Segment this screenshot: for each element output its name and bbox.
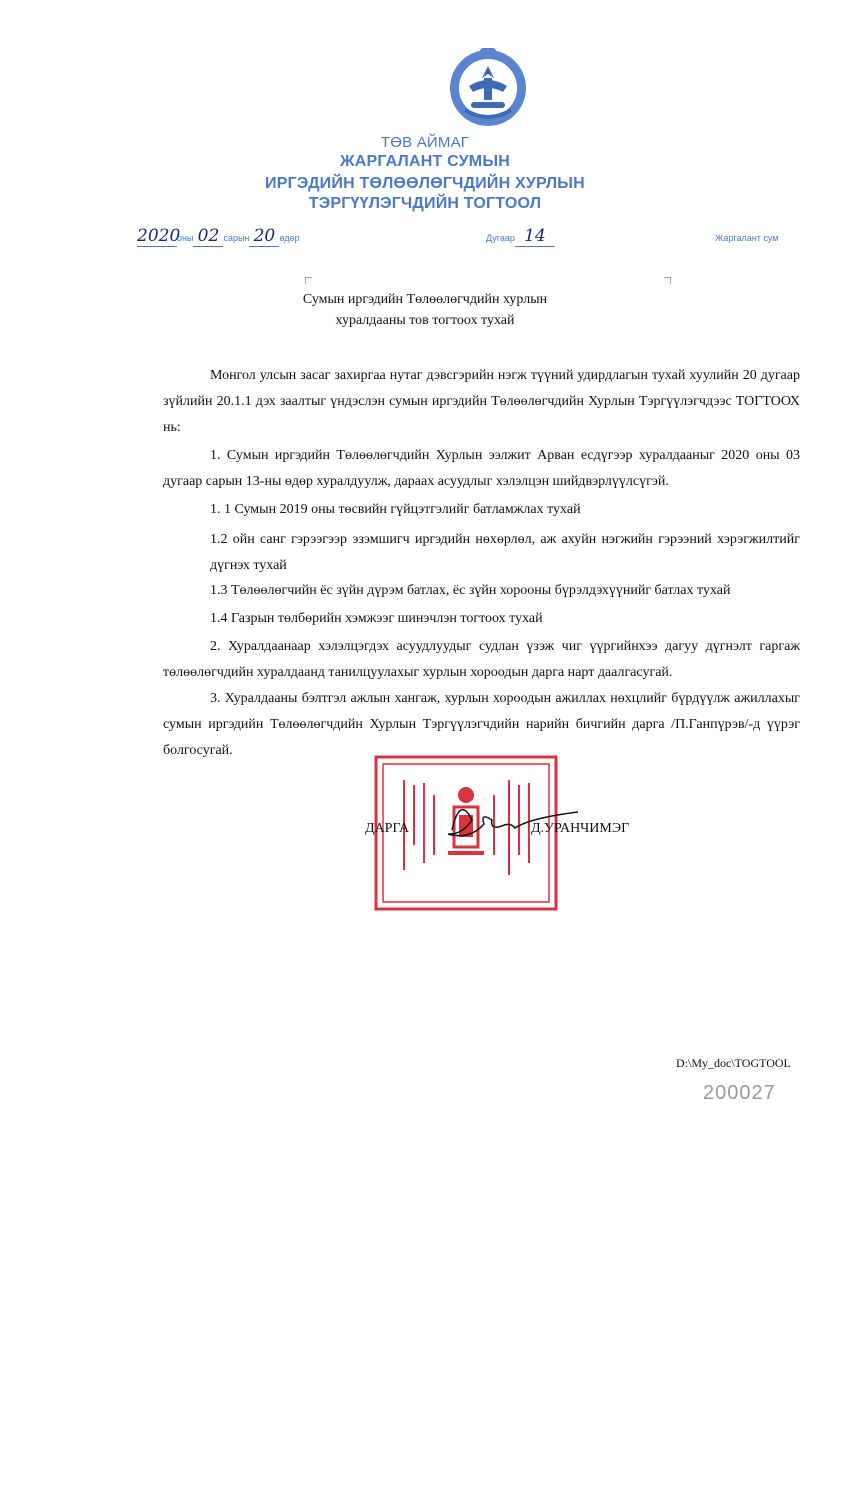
date-day-suffix: өдөр bbox=[279, 233, 300, 243]
document-place: Жаргалант сум bbox=[715, 233, 779, 243]
date-day: 20 bbox=[253, 226, 276, 246]
resolution-title-line2: хуралдааны тов тогтоох тухай bbox=[335, 313, 515, 328]
signatory-position: ДАРГА bbox=[365, 821, 410, 836]
title-bracket-right bbox=[664, 277, 671, 284]
letterhead-resolution: ТЭРГҮҮЛЭГЧДИЙН ТОГТООЛ bbox=[308, 195, 542, 212]
title-bracket-left bbox=[305, 277, 312, 284]
body-intro: Монгол улсын засаг захиргаа нутаг дэвсгэрийн нэгж түүний удирдлагын тухай хуулийн 20 дугаар зүйлийн 20.1.1 дэх заалтыг үндэслэн сумын иргэдийн Төлөөлөгчдийн Хурлын Тэргүүлэгчдээс ТОГТООХ нь: bbox=[163, 368, 800, 435]
number-value: 14 bbox=[524, 226, 546, 246]
date-year-suffix: оны bbox=[177, 233, 194, 243]
body-item-1-2: 1.2 ойн санг гэрээгээр эзэмшигч иргэдийн нөхөрлөл, аж ахуйн нэгжийн гэрээний хэрэгжилтийг дүгнэх тухай bbox=[210, 532, 800, 573]
document-date bbox=[137, 226, 300, 247]
handwritten-signature bbox=[440, 790, 580, 850]
body-item-1-4: 1.4 Газрын төлбөрийн хэмжээг шинэчлэн тогтоох тухай bbox=[210, 611, 543, 626]
body-item-1: 1. Сумын иргэдийн Төлөөлөгчдийн Хурлын ээлжит Арван есдүгээр хуралдааныг 2020 оны 03 дугаар сарын 13-ны өдөр хуралдуулж, дараах асуудлыг хэлэлцэн шийдвэрлүүлсүгэй. bbox=[163, 448, 800, 489]
signatory-name: Д.УРАНЧИМЭГ bbox=[531, 821, 630, 836]
body-item-1-3: 1.3 Төлөөлөгчийн ёс зүйн дүрэм батлах, ёс зүйн хорооны бүрэлдэхүүнийг батлах тухай bbox=[210, 583, 731, 598]
date-year: 2020 bbox=[137, 226, 181, 246]
number-label: Дугаар bbox=[486, 233, 515, 243]
file-path: D:\My_doc\TOGTOOL bbox=[676, 1056, 791, 1070]
body-item-3: 3. Хуралдааны бэлтгэл ажлын хангаж, хурлын хороодын ажиллах нөхцлийг бүрдүүлж ажиллахыг сумын иргэдийн Төлөөлөгчдийн Хурлын Тэргүүлэгчдийн нарийн бичгийн дарга /П.Ганпүрэв/-д үүрэг болгосугай. bbox=[163, 691, 800, 758]
letterhead-sum: ЖАРГАЛАНТ СУМЫН bbox=[340, 153, 510, 170]
date-month-suffix: сарын bbox=[223, 233, 250, 243]
letterhead-council: ИРГЭДИЙН ТӨЛӨӨЛӨГЧДИЙН ХУРЛЫН bbox=[265, 175, 585, 192]
document-number bbox=[486, 226, 555, 247]
serial-number: 200027 bbox=[703, 1082, 776, 1104]
date-month: 02 bbox=[197, 226, 220, 246]
body-item-1-1: 1. 1 Сумын 2019 оны төсвийн гүйцэтгэлийг батламжлах тухай bbox=[210, 502, 581, 517]
body-item-2: 2. Хуралдаанаар хэлэлцэгдэх асуудлуудыг судлан үзэж чиг үүргийнхээ дагуу дүгнэлт гаргаж төлөөлөгчдийн хуралдаанд танилцуулахыг хурлын хороодын дарга нарт даалгасугай. bbox=[163, 639, 800, 680]
state-emblem-icon bbox=[447, 44, 529, 128]
letterhead-aimag: ТӨВ АЙМАГ bbox=[380, 134, 470, 151]
resolution-title-line1: Сумын иргэдийн Төлөөлөгчдийн хурлын bbox=[302, 292, 548, 307]
